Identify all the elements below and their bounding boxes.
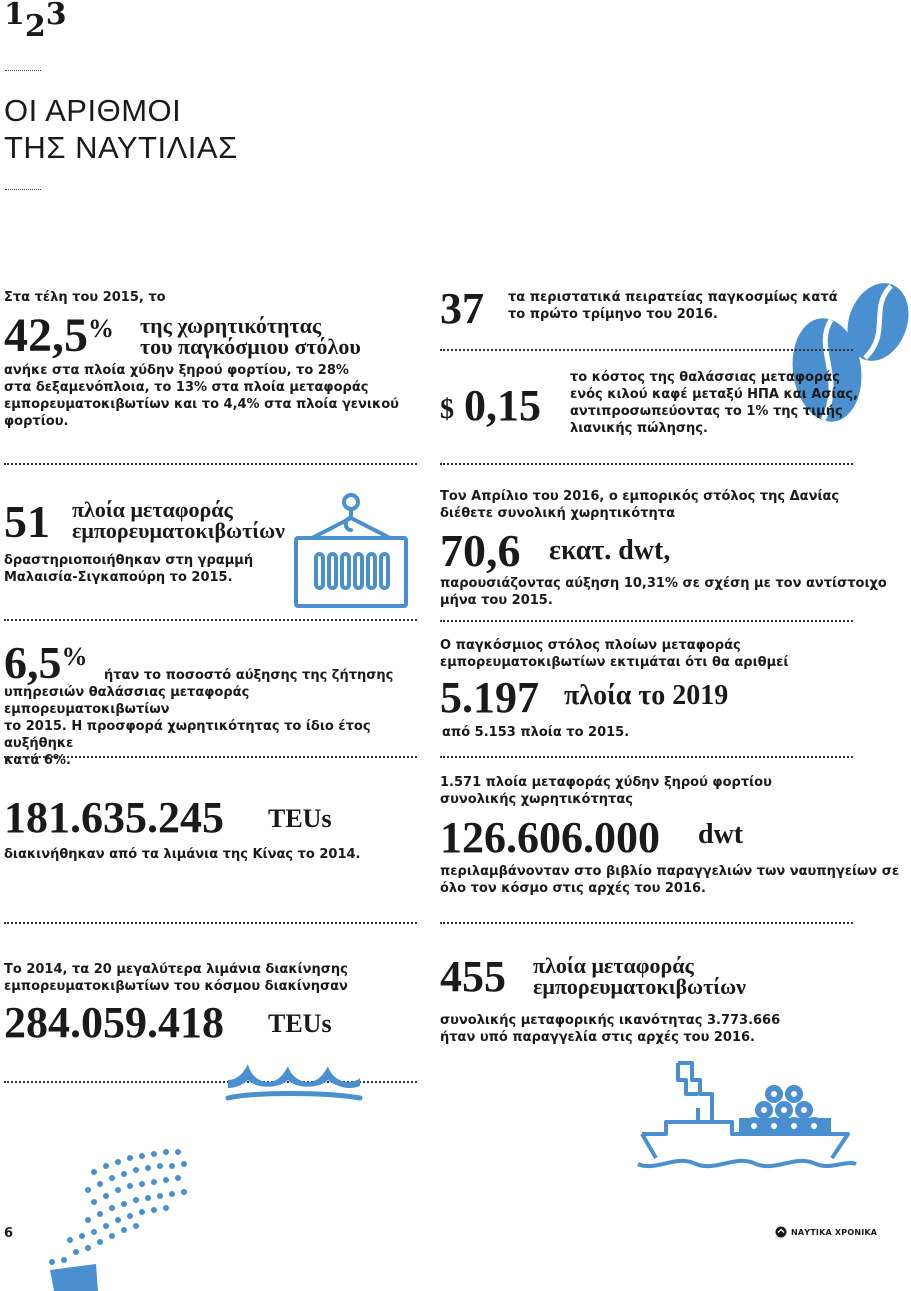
waves-icon bbox=[224, 1060, 364, 1102]
s2-desc-line-2: Μαλαισία-Σιγκαπούρη το 2015. bbox=[4, 570, 233, 585]
s4-value: 181.635.245 bbox=[4, 793, 224, 842]
r4-intro-line-1: Ο παγκόσμιος στόλος πλοίων μεταφοράς bbox=[440, 638, 741, 653]
r4-intro-line-2: εμπορευματοκιβωτίων εκτιμάται ότι θα αριθμεί bbox=[440, 655, 789, 670]
s4-unit: TEUs bbox=[268, 804, 332, 833]
s2-description bbox=[4, 552, 253, 586]
header-divider-bottom bbox=[5, 189, 41, 190]
s5-value: 284.059.418 bbox=[4, 998, 224, 1047]
left-divider-4 bbox=[4, 922, 417, 924]
s5-intro-line-2: εμπορευματοκιβωτίων του κόσμου διακίνησαν bbox=[4, 979, 348, 994]
s3-desc-line-4: κατά 6%. bbox=[4, 753, 71, 768]
s1-desc-line-1: ανήκε στα πλοία χύδην ξηρού φορτίου, το 28% bbox=[4, 363, 349, 378]
right-divider-4 bbox=[440, 756, 853, 758]
s1-value bbox=[4, 309, 114, 362]
s3-description bbox=[4, 667, 414, 769]
s5-unit: TEUs bbox=[268, 1009, 332, 1038]
s1-unit bbox=[140, 313, 361, 359]
s5-intro-line-1: Το 2014, τα 20 μεγαλύτερα λιμάνια διακίνησης bbox=[4, 962, 348, 977]
r4-unit: πλοία το 2019 bbox=[564, 680, 729, 711]
r1-value: 37 bbox=[440, 284, 484, 333]
s3-desc-line-2: υπηρεσιών θαλάσσιας μεταφοράς εμπορευματοκιβωτίων bbox=[4, 685, 250, 717]
r5-unit: dwt bbox=[698, 819, 744, 850]
r3-unit: εκατ. dwt, bbox=[549, 535, 671, 566]
r1-desc-line-2: το πρώτο τρίμηνο του 2016. bbox=[508, 307, 718, 322]
r5-description bbox=[440, 863, 899, 897]
right-divider-1 bbox=[440, 349, 853, 351]
r4-intro bbox=[440, 637, 788, 671]
left-divider-1 bbox=[4, 463, 417, 465]
logo-digit-2: 2 bbox=[24, 9, 46, 44]
r3-description bbox=[440, 575, 887, 609]
r6-unit-line-2: εμπορευματοκιβωτίων bbox=[533, 973, 746, 999]
r6-desc-line-2: ήταν υπό παραγγελία στις αρχές του 2016. bbox=[440, 1030, 755, 1045]
page-title-line-2: ΤΗΣ ΝΑΥΤΙΛΙΑΣ bbox=[4, 130, 238, 165]
container-crane-icon bbox=[288, 490, 414, 610]
r3-desc-line-1: παρουσιάζοντας αύξηση 10,31% σε σχέση με τον αντίστοιχο bbox=[440, 576, 887, 591]
page-title-line-1: ΟΙ ΑΡΙΘΜΟΙ bbox=[4, 93, 182, 128]
s4-description: διακινήθηκαν από τα λιμάνια της Κίνας το 2014. bbox=[4, 847, 361, 862]
s1-percent: % bbox=[88, 314, 114, 343]
r5-value: 126.606.000 bbox=[440, 813, 660, 862]
r5-intro-line-2: συνολικής χωρητικότητας bbox=[440, 792, 633, 807]
s1-desc-line-2: στα δεξαμενόπλοια, το 13% στα πλοία μεταφοράς bbox=[4, 380, 369, 395]
s1-desc-line-4: φορτίου. bbox=[4, 414, 69, 429]
s1-intro: Στα τέλη του 2015, το bbox=[4, 290, 166, 305]
r6-value: 455 bbox=[440, 952, 506, 1001]
ship-icon bbox=[636, 1060, 858, 1176]
s2-unit bbox=[72, 497, 285, 543]
brand-name: ΝΑΥΤΙΚΑ ΧΡΟΝΙΚΑ bbox=[791, 1227, 878, 1237]
header-divider-top bbox=[5, 70, 41, 71]
s5-intro bbox=[4, 961, 348, 995]
r4-value: 5.197 bbox=[440, 673, 539, 722]
r6-desc-line-1: συνολικής μεταφορικής ικανότητας 3.773.666 bbox=[440, 1013, 781, 1028]
r2-currency: $ bbox=[440, 393, 454, 425]
r6-unit-line-1: πλοία μεταφοράς bbox=[533, 953, 694, 978]
s1-unit-line-2: του παγκόσμιου στόλου bbox=[140, 333, 361, 359]
s1-unit-line-1: της χωρητικότητας bbox=[140, 313, 322, 338]
s3-desc-line-1: ήταν το ποσοστό αύξησης της ζήτησης bbox=[104, 668, 394, 683]
brand-logo-icon bbox=[775, 1226, 787, 1238]
s2-unit-line-2: εμπορευματοκιβωτίων bbox=[72, 517, 285, 543]
r2-desc-line-4: λιανικής πώλησης. bbox=[570, 421, 708, 436]
r3-intro-line-2: διέθετε συνολική χωρητικότητα bbox=[440, 506, 676, 521]
s2-desc-line-1: δραστηριοποιήθηκαν στη γραμμή bbox=[4, 553, 254, 568]
s2-value: 51 bbox=[4, 496, 50, 547]
left-divider-3 bbox=[4, 756, 417, 758]
s3-number: 6,5 bbox=[4, 637, 62, 688]
r2-description bbox=[570, 369, 858, 437]
r3-value: 70,6 bbox=[440, 525, 521, 576]
right-divider-2 bbox=[440, 463, 853, 465]
logo-digit-1: 1 bbox=[4, 0, 25, 32]
s1-desc-line-3: εμπορευματοκιβωτίων και το 4,4% στα πλοία γενικού bbox=[4, 397, 399, 412]
r2-desc-line-2: ενός κιλού καφέ μεταξύ ΗΠΑ και Ασίας, bbox=[570, 387, 859, 402]
r6-description bbox=[440, 1012, 780, 1046]
r4-description: από 5.153 πλοία το 2015. bbox=[442, 725, 630, 740]
r2-desc-line-1: το κόστος της θαλάσσιας μεταφοράς bbox=[570, 370, 840, 385]
r5-intro-line-1: 1.571 πλοία μεταφοράς χύδην ξηρού φορτίου bbox=[440, 775, 772, 790]
page-title bbox=[4, 92, 238, 166]
r2-number: 0,15 bbox=[464, 381, 541, 430]
page-number: 6 bbox=[4, 1226, 14, 1241]
brand-footer bbox=[775, 1226, 877, 1238]
r3-intro-line-1: Τον Απρίλιο του 2016, ο εμπορικός στόλος της Δανίας bbox=[440, 489, 840, 504]
r6-unit bbox=[533, 953, 746, 999]
r3-intro bbox=[440, 488, 839, 522]
left-divider-2 bbox=[4, 619, 417, 621]
logo-123 bbox=[4, 0, 67, 44]
s3-percent: % bbox=[61, 642, 88, 671]
r2-desc-line-3: αντιπροσωπεύοντας το 1% της τιμής bbox=[570, 404, 843, 419]
right-divider-3 bbox=[440, 620, 853, 622]
r3-desc-line-2: μήνα του 2015. bbox=[440, 593, 553, 608]
r5-intro bbox=[440, 774, 772, 808]
s1-number: 42,5 bbox=[4, 309, 88, 362]
right-divider-5 bbox=[440, 922, 853, 924]
logo-digit-3: 3 bbox=[45, 0, 67, 32]
s2-unit-line-1: πλοία μεταφοράς bbox=[72, 497, 233, 522]
s3-desc-line-3: το 2015. Η προσφορά χωρητικότητας το ίδιο έτος αυξήθηκε bbox=[4, 719, 371, 751]
r1-desc-line-1: τα περιστατικά πειρατείας παγκοσμίως κατά bbox=[508, 290, 838, 305]
s1-description bbox=[4, 362, 399, 430]
r5-desc-line-1: περιλαμβάνονταν στο βιβλίο παραγγελιών των ναυπηγείων σε bbox=[440, 864, 900, 879]
r5-desc-line-2: όλο τον κόσμο στις αρχές του 2016. bbox=[440, 881, 706, 896]
smokestack-icon bbox=[40, 1140, 200, 1291]
r2-value bbox=[440, 381, 541, 430]
